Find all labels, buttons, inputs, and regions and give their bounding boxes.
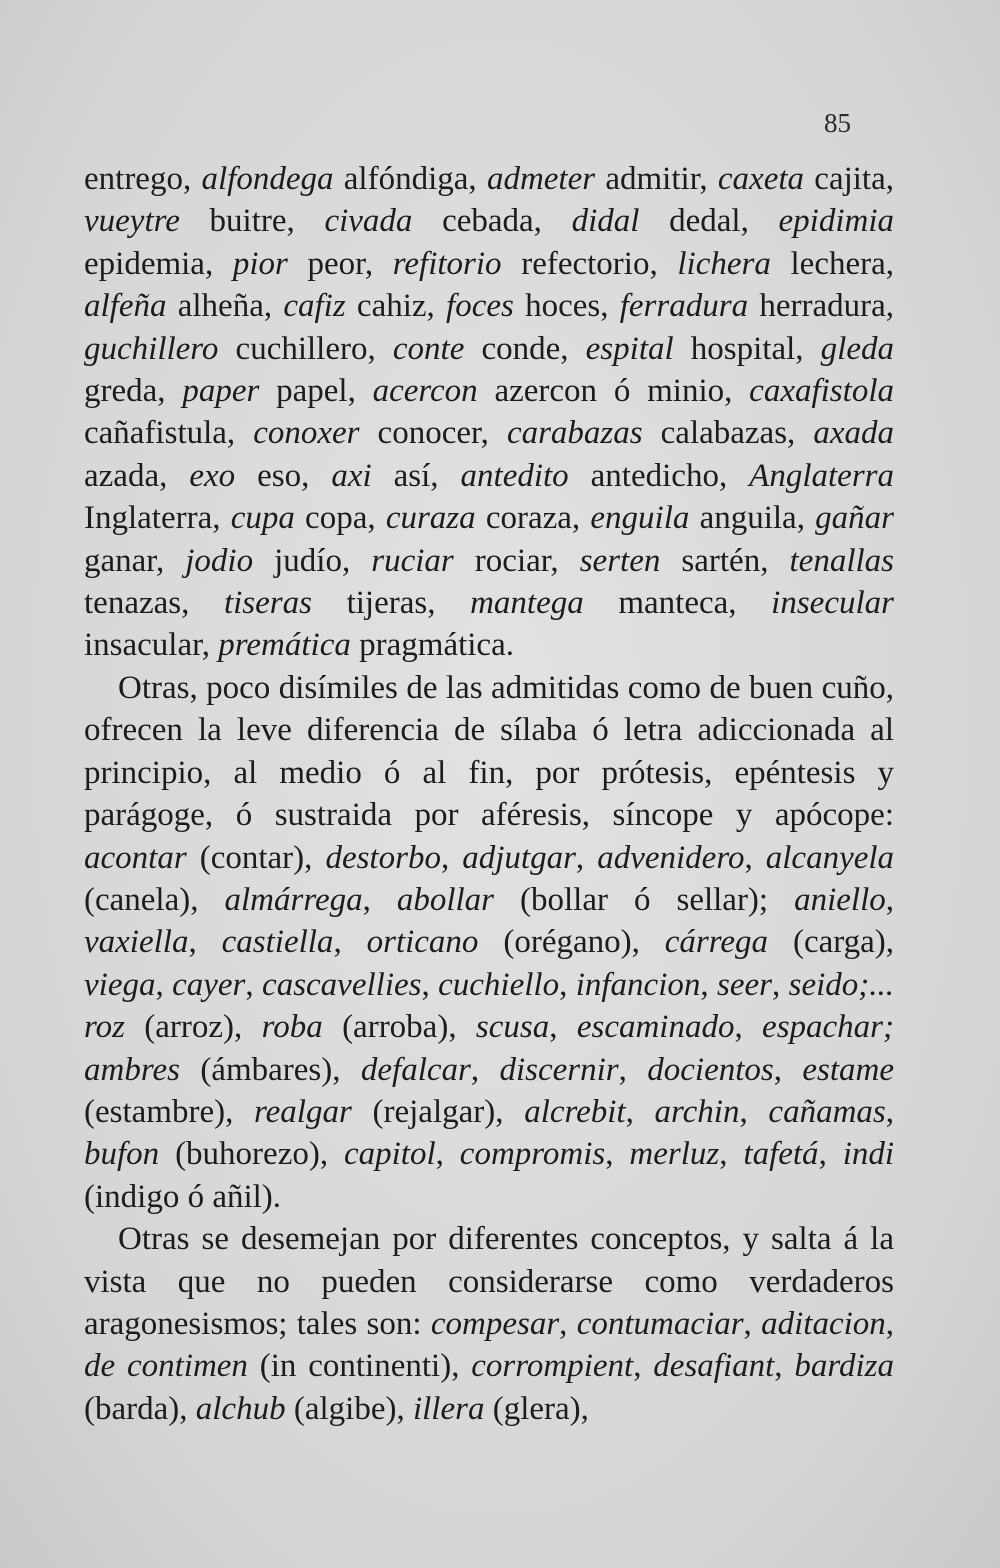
text-run: (buhorezo), [159, 1136, 344, 1173]
aragonese-term: ruciar [371, 542, 454, 579]
aragonese-term: lichera [677, 245, 771, 282]
text-run: papel, [259, 373, 373, 410]
aragonese-term: axi [331, 457, 372, 494]
aragonese-term: ferradura [619, 288, 749, 325]
aragonese-term: foces [446, 288, 514, 325]
aragonese-term: conoxer [253, 415, 360, 452]
aragonese-term: acontar [84, 839, 187, 876]
text-run: hoces, [513, 288, 620, 325]
aragonese-term: admeter [486, 161, 596, 197]
aragonese-term: cascavellies [262, 966, 422, 1003]
aragonese-term: antedito [460, 457, 569, 494]
aragonese-term: illera [412, 1390, 485, 1427]
text-run: azada, [84, 457, 190, 494]
aragonese-term: de contimen [84, 1348, 248, 1385]
aragonese-term: gañar [815, 500, 895, 537]
aragonese-term: gleda [820, 330, 894, 367]
aragonese-term: carabazas [506, 415, 643, 452]
aragonese-term: merluz [629, 1136, 720, 1173]
text-run: insacular, [84, 627, 219, 664]
text-run: , [744, 839, 766, 876]
text-run: (ámbares), [179, 1051, 361, 1088]
aragonese-term: vaxiella [84, 924, 189, 961]
text-run: , [885, 1305, 895, 1342]
aragonese-term: compesar [430, 1305, 560, 1342]
text-run: calabazas, [642, 415, 814, 452]
aragonese-term: espital [585, 330, 674, 367]
text-run: , [470, 1051, 500, 1088]
text-run: cañafistula, [84, 415, 254, 452]
text-run: , [435, 1136, 460, 1173]
aragonese-term: estame [802, 1051, 895, 1088]
text-run: epidemia, [84, 245, 233, 282]
text-run: (barda), [84, 1390, 196, 1427]
text-run: , [421, 966, 439, 1003]
text-run: buitre, [179, 203, 325, 240]
text-run: , [559, 1305, 577, 1342]
aragonese-term: docientos [647, 1051, 774, 1088]
aragonese-term: alcrebit [524, 1093, 626, 1130]
text-run: (carga), [768, 924, 895, 961]
aragonese-term: discernir [499, 1051, 619, 1088]
text-run: tijeras, [311, 585, 471, 622]
text-run: , [885, 881, 894, 918]
aragonese-term: insecular [771, 585, 894, 622]
text-run: judío, [253, 542, 372, 579]
text-run: , [605, 1136, 630, 1173]
aragonese-term: abollar [396, 881, 495, 918]
text-run: , [440, 839, 463, 876]
text-run: hospital, [673, 330, 821, 367]
text-run: Otras se desemejan por diferentes conceptos, y salta á la vista que no pueden considerarse como verdaderos aragonesismos; tales son: [84, 1221, 894, 1342]
aragonese-term: almárrega [224, 881, 363, 918]
text-run: , [885, 1093, 894, 1130]
aragonese-term: refitorio [392, 245, 502, 282]
text-run: (arroba), [322, 1009, 476, 1046]
aragonese-term: cuchiello [438, 966, 560, 1003]
aragonese-term: infancion [575, 966, 701, 1003]
aragonese-term: cayer [172, 966, 246, 1003]
paragraph-3 [84, 1218, 894, 1430]
aragonese-term: mantega [470, 585, 584, 622]
text-run: , [700, 966, 718, 1003]
aragonese-term: guchillero [84, 330, 219, 367]
aragonese-term: viega [84, 966, 156, 1003]
text-run: cebada, [412, 203, 572, 240]
text-run: admitir, [595, 161, 718, 197]
aragonese-term: serten [579, 542, 661, 579]
text-run: , [719, 1136, 744, 1173]
text-run: (glera), [484, 1390, 589, 1427]
aragonese-term: civada [324, 203, 413, 240]
aragonese-term: advenidero [597, 839, 745, 876]
aragonese-term: aditacion [761, 1305, 886, 1342]
aragonese-term: alfondega [201, 161, 334, 197]
text-run: Otras, poco disímiles de las admitidas como de buen cuño, ofrecen la leve diferencia de sílaba ó letra adiccionada al principio, al medio ó al fin, por prótesis, epéntesis y parágoge, ó sustraida por aféresis, síncope y apócope: [84, 669, 894, 834]
aragonese-term: seer [717, 966, 772, 1003]
aragonese-term: alfeña [84, 288, 167, 325]
text-run: , [155, 966, 173, 1003]
aragonese-term: bardiza [794, 1348, 895, 1385]
text-run: , [245, 966, 263, 1003]
aragonese-term: epidimia [778, 203, 894, 240]
page-number: 85 [824, 108, 851, 138]
text-run: (rejalgar), [351, 1093, 525, 1130]
text-run: cahiz, [345, 288, 447, 325]
text-run: cuchillero, [218, 330, 393, 367]
text-run: , [818, 1136, 843, 1173]
text-run: coraza, [475, 500, 591, 537]
text-run: , [633, 1348, 654, 1385]
text-run: (algibe), [285, 1390, 413, 1427]
text-run: eso, [235, 457, 332, 494]
aragonese-term: pior [232, 245, 288, 282]
text-run: , [743, 1305, 762, 1342]
aragonese-term: escaminado [576, 1009, 735, 1046]
aragonese-term: premática [218, 627, 351, 664]
aragonese-term: jodio [185, 542, 254, 579]
text-run: , [773, 1051, 803, 1088]
aragonese-term: adjutgar [462, 839, 576, 876]
text-run: herradura, [748, 288, 894, 325]
aragonese-term: defalcar [360, 1051, 471, 1088]
aragonese-term: cafiz [283, 288, 346, 325]
text-run: , [362, 881, 397, 918]
text-run: , [575, 839, 598, 876]
aragonese-term: scusa [475, 1009, 550, 1046]
text-run: , [559, 966, 576, 1003]
aragonese-term: archin [654, 1093, 740, 1130]
aragonese-term: desafiant [653, 1348, 775, 1385]
text-run: entrego, [84, 161, 202, 197]
aragonese-term: bufon [84, 1136, 160, 1173]
aragonese-term: orticano [366, 924, 479, 961]
aragonese-term: seido;... [788, 966, 895, 1003]
text-run: Inglaterra, [84, 500, 231, 537]
aragonese-term: alchub [195, 1390, 286, 1427]
text-run: antedicho, [568, 457, 750, 494]
aragonese-term: tenallas [789, 542, 894, 579]
aragonese-term: capitol [343, 1136, 436, 1173]
text-run: conde, [464, 330, 586, 367]
text-run: refectorio, [501, 245, 678, 282]
aragonese-term: cupa [230, 500, 295, 537]
text-run: , [772, 966, 789, 1003]
aragonese-term: acercon [372, 373, 478, 410]
aragonese-term: paper [182, 373, 260, 410]
text-run: , [188, 924, 222, 961]
text-run: manteca, [583, 585, 772, 622]
aragonese-term: enguila [590, 500, 690, 537]
aragonese-term: roz [84, 1009, 125, 1046]
text-run: rociar, [453, 542, 580, 579]
text-run: lechera, [770, 245, 894, 282]
aragonese-term: axada [813, 415, 894, 452]
text-run: , [333, 924, 367, 961]
paragraph-1 [84, 158, 894, 667]
text-run: peor, [287, 245, 393, 282]
text-run: (contar), [186, 839, 326, 876]
text-run: ganar, [84, 542, 186, 579]
text-run: así, [371, 457, 461, 494]
aragonese-term: corrompient [471, 1348, 634, 1385]
text-run: , [774, 1348, 795, 1385]
aragonese-term: tiseras [223, 585, 312, 622]
aragonese-term: cañamas [768, 1093, 886, 1130]
aragonese-term: realgar [254, 1093, 352, 1130]
aragonese-term: curaza [385, 500, 476, 537]
body-text [84, 158, 894, 1430]
aragonese-term: compromis [459, 1136, 606, 1173]
text-run: alheña, [166, 288, 284, 325]
text-run: , [618, 1051, 648, 1088]
text-run: , [625, 1093, 655, 1130]
aragonese-term: aniello [794, 881, 886, 918]
text-run: (estambre), [84, 1093, 255, 1130]
paragraph-2 [84, 667, 894, 1218]
aragonese-term: roba [261, 1009, 323, 1046]
aragonese-term: contumaciar [576, 1305, 744, 1342]
aragonese-term: caxeta [717, 161, 805, 197]
aragonese-term: castiella [221, 924, 334, 961]
text-run: (indigo ó añil). [84, 1178, 282, 1215]
aragonese-term: espachar; [762, 1009, 895, 1046]
aragonese-term: destorbo [325, 839, 441, 876]
text-run: dedal, [639, 203, 779, 240]
aragonese-term: tafetá [743, 1136, 819, 1173]
text-run: , [739, 1093, 769, 1130]
text-run: conocer, [359, 415, 507, 452]
text-run: (bollar ó sellar); [494, 881, 795, 918]
aragonese-term: Anglaterra [749, 457, 894, 494]
aragonese-term: caxafistola [749, 373, 894, 410]
aragonese-term: conte [392, 330, 465, 367]
text-run: (arroz), [124, 1009, 262, 1046]
text-run: , [734, 1009, 763, 1046]
text-run: (in continenti), [247, 1348, 472, 1385]
text-run: cajita, [804, 161, 895, 197]
aragonese-term: cárrega [664, 924, 769, 961]
text-run: (orégano), [478, 924, 665, 961]
text-run: tenazas, [84, 585, 224, 622]
text-run: copa, [294, 500, 386, 537]
text-run: anguila, [689, 500, 816, 537]
aragonese-term: alcanyela [765, 839, 895, 876]
text-run: azercon ó minio, [477, 373, 750, 410]
text-run: pragmática. [350, 627, 514, 664]
aragonese-term: exo [189, 457, 236, 494]
aragonese-term: ambres [84, 1051, 180, 1088]
text-run: (canela), [84, 881, 225, 918]
aragonese-term: didal [571, 203, 640, 240]
text-run: alfóndiga, [333, 161, 487, 197]
text-run: greda, [84, 373, 183, 410]
text-run: sartén, [660, 542, 790, 579]
aragonese-term: indi [842, 1136, 895, 1173]
aragonese-term: vueytre [84, 203, 180, 240]
text-run: , [549, 1009, 577, 1046]
